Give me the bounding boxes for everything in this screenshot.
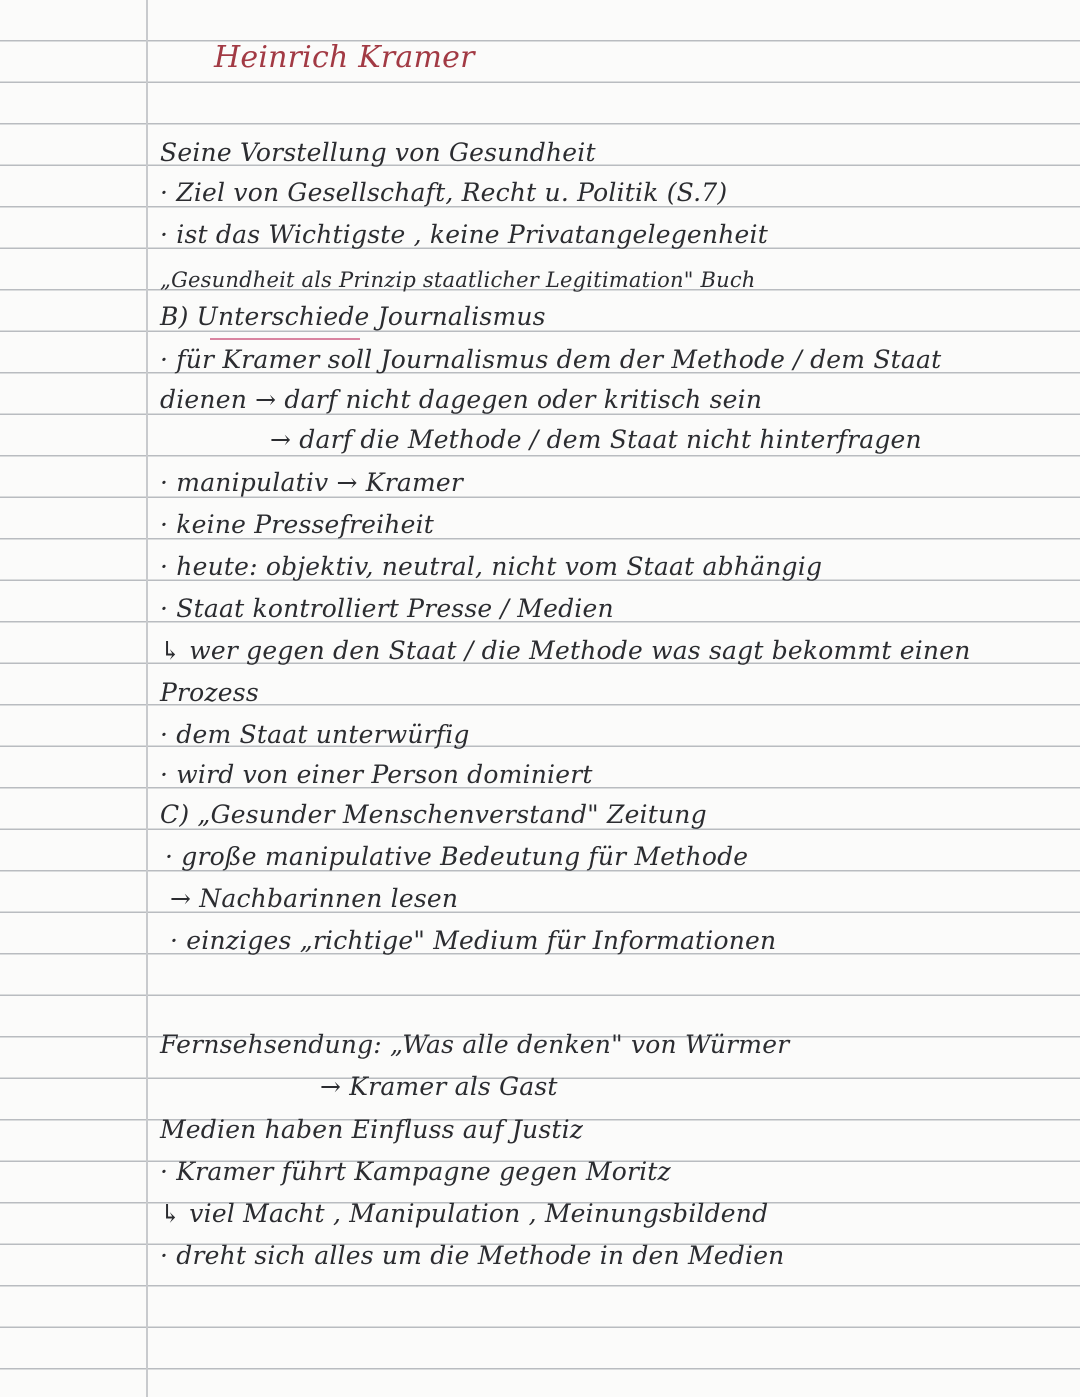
note-line-9: · manipulativ → Kramer	[160, 468, 463, 497]
note-line-1: Seine Vorstellung von Gesundheit	[160, 138, 596, 167]
section-heading-c: C) „Gesunder Menschenverstand" Zeitung	[160, 800, 707, 829]
note-line-23: Medien haben Einfluss auf Justiz	[160, 1115, 584, 1144]
note-line-18: · große manipulative Bedeutung für Methode	[165, 842, 749, 871]
section-heading-b: B) Unterschiede Journalismus	[160, 302, 546, 331]
page-title: Heinrich Kramer	[214, 40, 475, 75]
highlight-underline	[210, 338, 360, 340]
note-line-21: Fernsehsendung: „Was alle denken" von Würmer	[160, 1030, 790, 1059]
note-line-19: → Nachbarinnen lesen	[170, 884, 459, 913]
note-line-12: · Staat kontrolliert Presse / Medien	[160, 594, 614, 623]
note-line-16: · wird von einer Person dominiert	[160, 760, 593, 789]
note-line-24: · Kramer führt Kampagne gegen Moritz	[160, 1157, 671, 1186]
note-line-14: Prozess	[160, 678, 259, 707]
note-line-3: · ist das Wichtigste , keine Privatangelegenheit	[160, 220, 768, 249]
note-line-2: · Ziel von Gesellschaft, Recht u. Politik (S.7)	[160, 178, 728, 207]
note-line-6: · für Kramer soll Journalismus dem der Methode / dem Staat	[160, 345, 942, 374]
note-line-10: · keine Pressefreiheit	[160, 510, 435, 539]
margin-line	[146, 0, 148, 1397]
note-line-4: „Gesundheit als Prinzip staatlicher Legitimation" Buch	[160, 268, 756, 292]
note-line-25: ↳ viel Macht , Manipulation , Meinungsbildend	[160, 1199, 769, 1228]
note-line-13: ↳ wer gegen den Staat / die Methode was sagt bekommt einen	[160, 636, 971, 665]
note-line-7: dienen → darf nicht dagegen oder kritisch sein	[160, 385, 763, 414]
note-line-15: · dem Staat unterwürfig	[160, 720, 470, 749]
note-line-22: → Kramer als Gast	[320, 1072, 558, 1101]
note-line-20: · einziges „richtige" Medium für Informationen	[170, 926, 777, 955]
note-line-8: → darf die Methode / dem Staat nicht hinterfragen	[270, 425, 922, 454]
note-line-26: · dreht sich alles um die Methode in den Medien	[160, 1241, 785, 1270]
note-line-11: · heute: objektiv, neutral, nicht vom Staat abhängig	[160, 552, 823, 581]
